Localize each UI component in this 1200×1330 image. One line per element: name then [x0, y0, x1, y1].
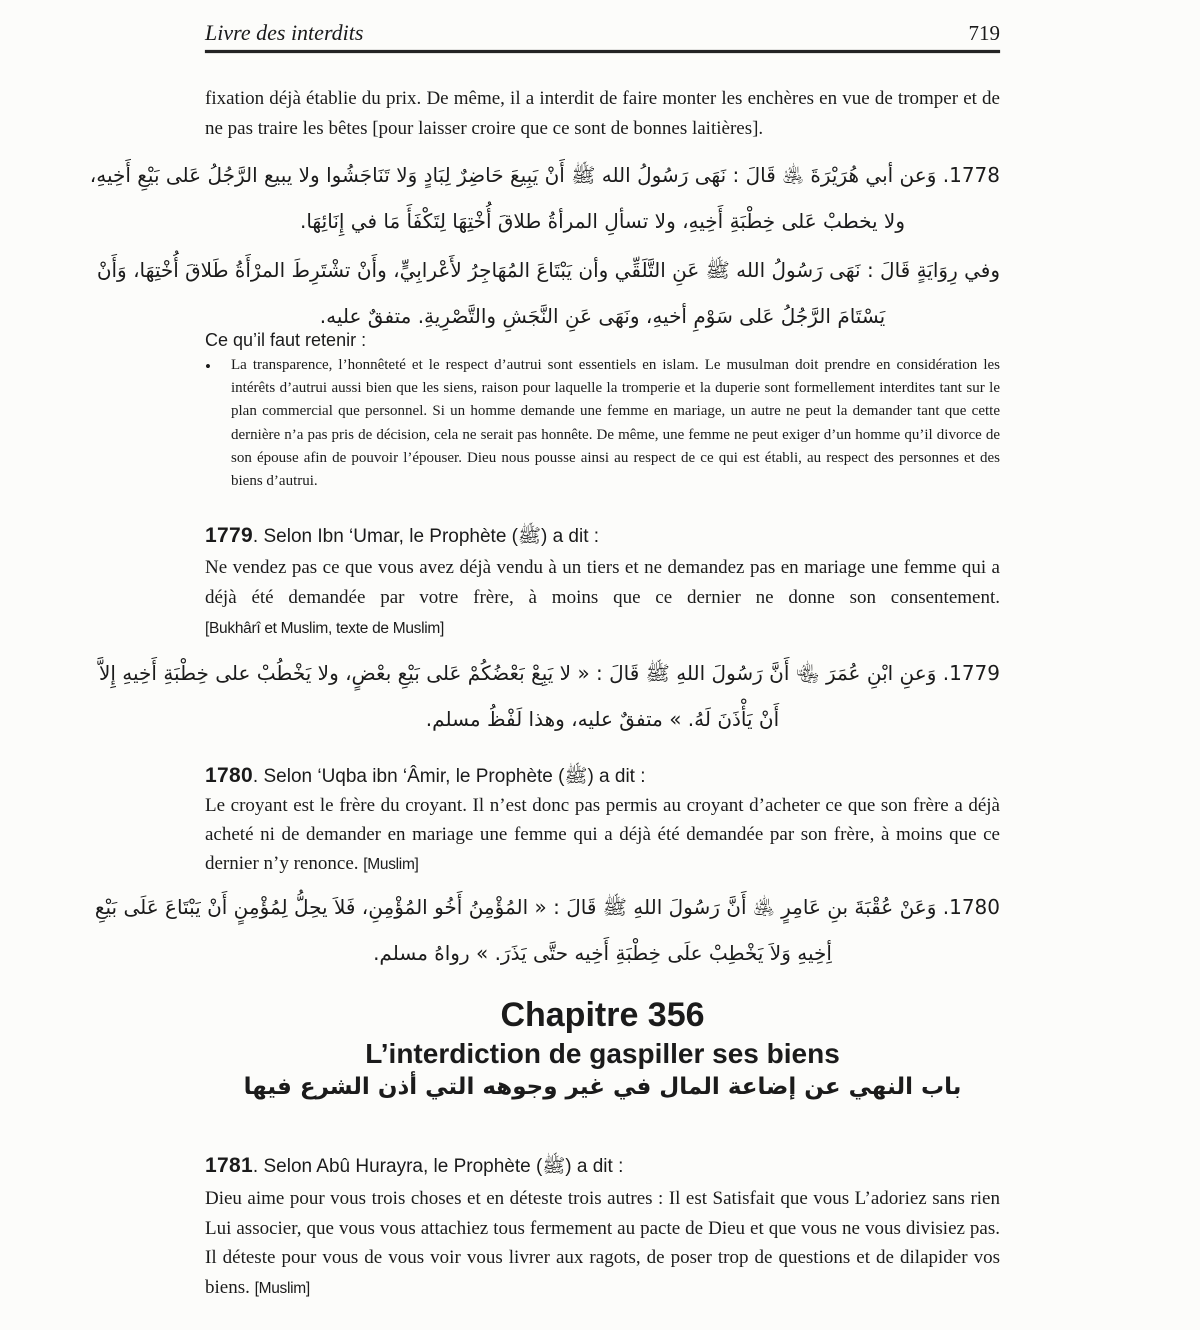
header-rule [205, 50, 1000, 53]
hadith-number: 1780 [205, 764, 253, 787]
hadith-1780-text [205, 791, 1000, 879]
hadith-number: 1781 [205, 1154, 253, 1177]
hadith-french-text: Le croyant est le frère du croyant. Il n’est donc pas permis au croyant d’acheter ce que son frère a déjà acheté ni de demander en mariage une femme qui a déjà été demandée par son frère, à moins que ce dernier n’y renonce. [205, 795, 1000, 874]
hadith-1781-text [205, 1184, 1000, 1303]
chapter-title-arabic: باب النهي عن إضاعة المال في غير وجوهه التي أذن الشرع فيها [243, 1074, 962, 1100]
arabic-line: يَسْتَامَ الرَّجُلُ عَلى سَوْمِ أخيهِ، ونَهَى عَنِ النَّجَشِ والتَّصْرِيةِ. متفقٌ عليه. [319, 304, 886, 328]
arabic-hadith-1779 [98, 650, 1000, 742]
arabic-hadith-1780 [94, 884, 1000, 976]
chapter-number-heading: Chapitre 356 [500, 996, 705, 1034]
page-header [205, 20, 1000, 46]
intro-paragraph: fixation déjà établie du prix. De même, il a interdit de faire monter les enchères en vue de tromper et de ne pas traire les bêtes [pour laisser croire que ce sont de bonnes laitières]. [205, 88, 1000, 139]
hadith-1781-heading [205, 1154, 1000, 1182]
arabic-line: 1778. وَعن أبي هُرَيْرَةَ ﵁ قَالَ : نَهَى رَسُولُ الله ﷺ أَنْ يَبِيعَ حَاضِرٌ لِبَادٍ وَلا تَنَاجَشُوا ولا يبيع الرَّجُلُ عَلى بَيْعِ أَخِيهِ، [89, 163, 1000, 187]
hadith-number: 1779 [205, 524, 253, 547]
hadith-source-reference: [Bukhârî et Muslim, texte de Muslim] [205, 620, 445, 637]
page-number: 719 [968, 21, 1000, 45]
arabic-line: 1779. وَعنِ ابْنِ عُمَرَ ﵄ أَنَّ رَسُولَ اللهِ ﷺ قَالَ : « لا يَبِعْ بَعْضُكُمْ عَلى بَيْعِ بعْضٍ، ولا يَخْطُبْ على خِطْبَةِ أَخِيهِ إِلاَّ [98, 661, 1000, 685]
hadith-heading-text: . Selon Ibn ‘Umar, le Prophète (ﷺ) a dit : [252, 526, 600, 547]
hadith-french-text: Ne vendez pas ce que vous avez déjà vendu à un tiers et ne demandez pas en mariage une femme qui a déjà été demandée par votre frère, à moins que ce dernier ne donne son consentement. [205, 557, 1000, 608]
bullet-icon: • [205, 357, 211, 376]
hadith-1779-heading [205, 524, 1000, 552]
hadith-source-reference: [Muslim] [363, 856, 419, 873]
retenir-bullet-text: La transparence, l’honnêteté et le respect d’autrui sont essentiels en islam. Le musulman doit prendre en considération les intérêts d’autrui aussi bien que les siens, raison pour laquelle la tromperie et la duperie sont formellement interdites tant sur le plan commercial que personnel. Si un homme demande une femme en mariage, un autre ne peut la demander tant que cette dernière n’a pas pris de décision, cela ne serait pas honnête. De même, une femme ne peut exiger d’un homme qu’il divorce de son épouse afin de pouvoir l’épouser. Dieu nous pousse ainsi au respect de ce qui est établi, au respect des personnes et des biens d’autrui. [231, 357, 1000, 490]
running-book-title: Livre des interdits [205, 20, 364, 45]
arabic-line: أَنْ يَأْذَنَ لَهُ. » متفقٌ عليه، وهذا لَفْظُ مسلم. [425, 707, 780, 731]
arabic-line: ولا يخطبْ عَلى خِطْبَةِ أَخِيهِ، ولا تسألِ المرأةُ طلاقَ أُخْتِهَا لِتَكْفَأَ مَا في إِنَائِهَا. [299, 209, 905, 233]
hadith-heading-text: . Selon ‘Uqba ibn ‘Âmir, le Prophète (ﷺ) a dit : [252, 766, 646, 787]
chapter-title-french: L’interdiction de gaspiller ses biens [365, 1038, 840, 1069]
retenir-bullet-item [205, 354, 1000, 493]
arabic-line: وفي رِوَايَةٍ قَالَ : نَهَى رَسُولُ الله ﷺ عَنِ التَّلَقِّي وأن يَبْتَاعَ المُهَاجِرُ لأَعْرابِيٍّ، وأَنْ تشْتَرِطَ المرْأَةُ طَلاقَ أُخْتِهَا، وَأَنْ [96, 258, 1000, 282]
arabic-line: أِخِيهِ وَلاَ يَخْطِبْ علَى خِطْبَةِ أَخِيه حتَّى يَذَرَ. » رواهُ مسلم. [373, 941, 832, 965]
arabic-hadith-1778 [89, 152, 1000, 244]
hadith-french-text: Dieu aime pour vous trois choses et en déteste trois autres : Il est Satisfait que vous L’adoriez sans rien Lui associer, que vous vous attachiez tous fermement au pacte de Dieu et que vous ne vous divisiez pas. Il déteste pour vous de vous voir vous livrer aux ragots, de poser trop de questions et de dilapider vos biens. [205, 1188, 1000, 1298]
hadith-1779-text [205, 553, 1000, 644]
arabic-hadith-1778-variant [96, 247, 1000, 339]
hadith-1780-heading [205, 764, 1000, 792]
retenir-label: Ce qu’il faut retenir : [205, 330, 367, 350]
hadith-source-reference: [Muslim] [254, 1279, 310, 1297]
arabic-line: 1780. وَعَنْ عُقْبَةَ بنِ عَامِرٍ ﵁ أَنَّ رَسُولَ اللهِ ﷺ قَالَ : « المُؤْمِنُ أَخُو المُؤْمِنِ، فَلاَ يحِلُّ لِمُؤْمِنٍ أَنْ يَبْتَاعَ عَلَى بَيْعِ [94, 895, 1000, 919]
hadith-heading-text: . Selon Abû Hurayra, le Prophète (ﷺ) a dit : [252, 1156, 624, 1177]
